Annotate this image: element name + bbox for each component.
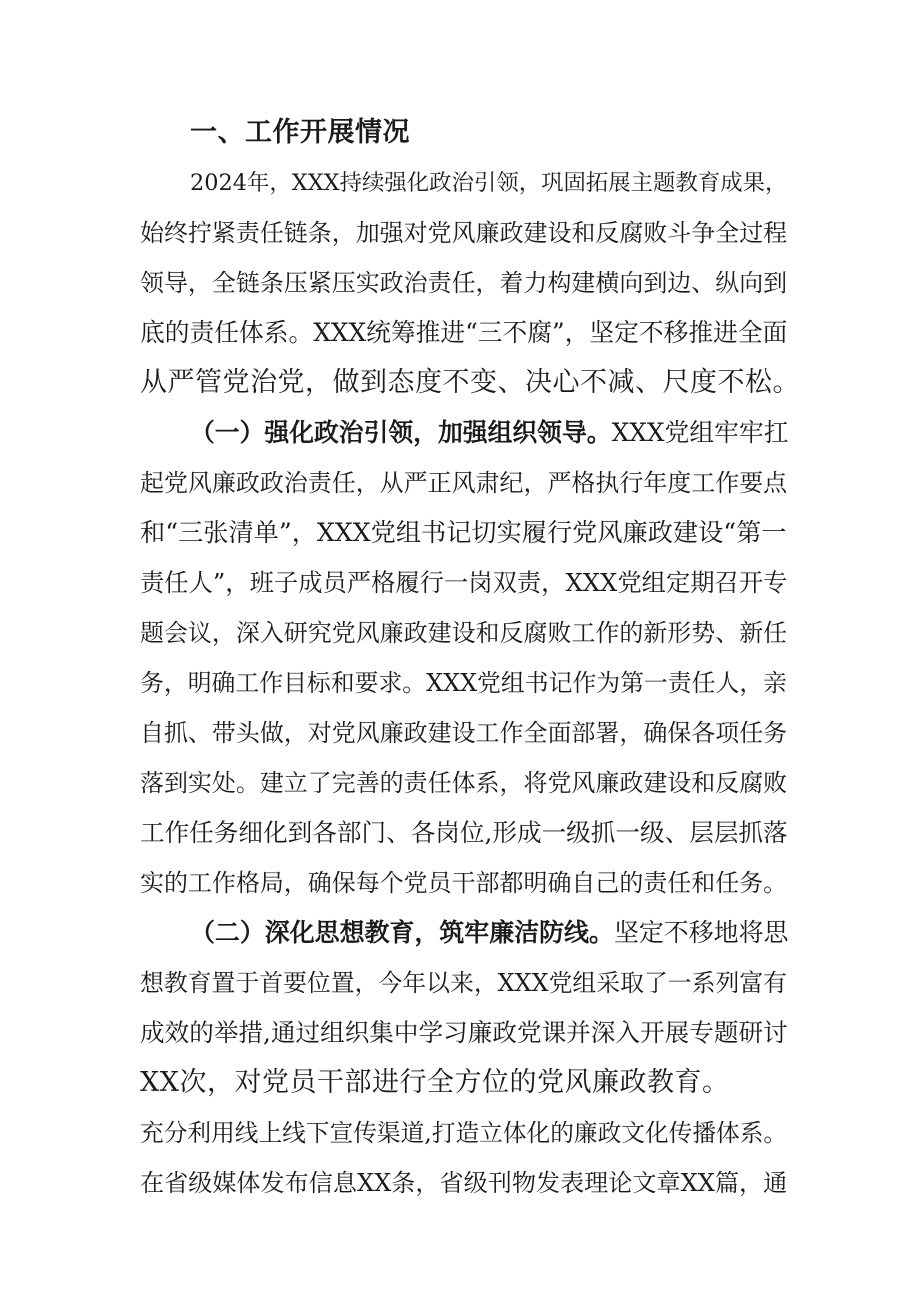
paragraph-line: 起党风廉政政治责任，从严正风肃纪，严格执行年度工作要点 bbox=[140, 469, 788, 497]
subsection-2-lead-text: 坚定不移地将思 bbox=[613, 918, 789, 947]
subsection-1-lead-text: XXX党组牢牢扛 bbox=[611, 418, 789, 447]
paragraph-line: 自抓、带头做，对党风廉政建设工作全面部署，确保各项任务 bbox=[140, 719, 788, 747]
paragraph-line: 在省级媒体发布信息XX条，省级刊物发表理论文章XX篇，通 bbox=[140, 1169, 788, 1197]
paragraph-line: 实的工作格局，确保每个党员干部都明确自己的责任和任务。 bbox=[140, 869, 788, 897]
paragraph-line: 题会议，深入研究党风廉政建设和反腐败工作的新形势、新任 bbox=[140, 619, 788, 647]
paragraph-line: XX次，对党员干部进行全方位的党风廉政教育。 bbox=[140, 1067, 730, 1098]
subsection-2-heading: （二）深化思想教育，筑牢廉洁防线。 bbox=[190, 918, 614, 947]
subsection-1-heading: （一）强化政治引领，加强组织领导。 bbox=[190, 418, 612, 447]
paragraph-line: 底的责任体系。XXX统筹推进“三不腐”，坚定不移推进全面 bbox=[140, 318, 788, 347]
paragraph-line: 责任人”，班子成员严格履行一岗双责，XXX党组定期召开专 bbox=[140, 568, 788, 597]
section-heading: 一、工作开展情况 bbox=[190, 117, 410, 148]
paragraph-line: 和“三张清单”，XXX党组书记切实履行党风廉政建设“第一 bbox=[140, 518, 787, 547]
paragraph-line: 成效的举措,通过组织集中学习廉政党课并深入开展专题研讨 bbox=[140, 1018, 788, 1047]
paragraph-line: 落到实处。建立了完善的责任体系，将党风廉政建设和反腐败 bbox=[140, 769, 788, 797]
paragraph-line: 2024年，XXX持续强化政治引领，巩固拓展主题教育成果， bbox=[190, 170, 788, 196]
paragraph-line: 想教育置于首要位置，今年以来，XXX党组采取了一系列富有 bbox=[140, 969, 788, 997]
subsection-1-first-line bbox=[190, 416, 789, 450]
paragraph-line: 充分利用线上线下宣传渠道,打造立体化的廉政文化传播体系。 bbox=[140, 1119, 788, 1147]
paragraph-line: 工作任务细化到各部门、各岗位,形成一级抓一级、层层抓落 bbox=[140, 818, 788, 847]
paragraph-line: 从严管党治党，做到态度不变、决心不减、尺度不松。 bbox=[140, 367, 800, 398]
paragraph-line: 务，明确工作目标和要求。XXX党组书记作为第一责任人，亲 bbox=[140, 669, 788, 697]
subsection-2-first-line bbox=[190, 916, 789, 950]
paragraph-line: 领导，全链条压紧压实政治责任，着力构建横向到边、纵向到 bbox=[140, 269, 788, 297]
paragraph-line: 始终拧紧责任链条，加强对党风廉政建设和反腐败斗争全过程 bbox=[140, 219, 788, 247]
